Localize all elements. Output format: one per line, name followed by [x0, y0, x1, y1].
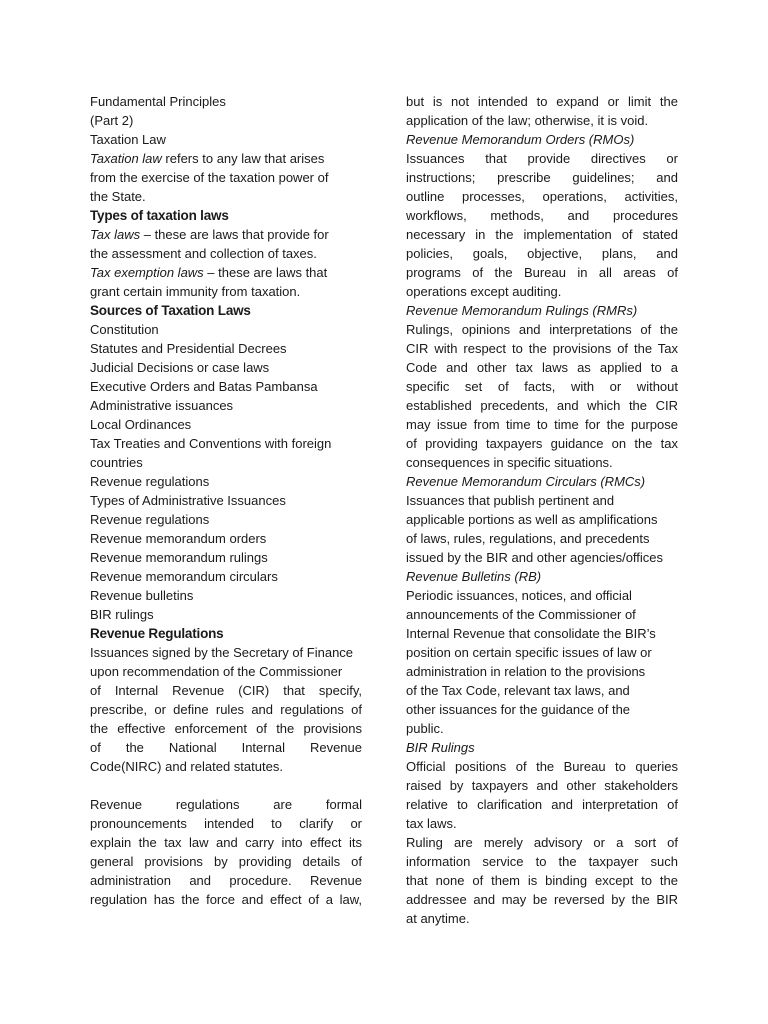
- rmo-title: Revenue Memorandum Orders (RMOs): [406, 132, 635, 147]
- paragraph-line: Periodic issuances, notices, and official: [406, 588, 632, 603]
- tax-laws-line: Tax laws – these are laws that provide for: [90, 227, 329, 242]
- list-item: Tax Treaties and Conventions with foreign: [90, 436, 332, 451]
- paragraph-line: of laws, rules, regulations, and precedents: [406, 531, 650, 546]
- paragraph-line: instructions; prescribe guidelines; and: [406, 170, 678, 185]
- taxation-law-definition-line: the State.: [90, 189, 146, 204]
- paragraph-line: upon recommendation of the Commissioner: [90, 664, 343, 679]
- rb-title: Revenue Bulletins (RB): [406, 569, 542, 584]
- paragraph-line: addressee and may be reversed by the BIR: [406, 892, 678, 907]
- paragraph-line: necessary in the implementation of stated: [406, 227, 678, 242]
- paragraph-line: workflows, methods, and procedures: [406, 208, 678, 223]
- paragraph-line: administration and procedure. Revenue: [90, 873, 362, 888]
- tax-exemption-term: Tax exemption laws: [90, 265, 204, 280]
- list-item: Constitution: [90, 322, 159, 337]
- document-title: Fundamental Principles: [90, 94, 226, 109]
- paragraph-line: pronouncements intended to clarify or: [90, 816, 362, 831]
- rmr-title: Revenue Memorandum Rulings (RMRs): [406, 303, 638, 318]
- left-column: [90, 92, 362, 909]
- taxation-law-title: Taxation Law: [90, 132, 166, 147]
- paragraph-line: policies, goals, objective, plans, and: [406, 246, 678, 261]
- paragraph-line: administration in relation to the provisions: [406, 664, 646, 679]
- list-item: Executive Orders and Batas Pambansa: [90, 379, 318, 394]
- right-column: [406, 92, 678, 928]
- paragraph-line: established precedents, and which the CIR: [406, 398, 678, 413]
- paragraph-spacer: [90, 776, 362, 795]
- tax-exemption-line: grant certain immunity from taxation.: [90, 284, 301, 299]
- paragraph-line: consequences in specific situations.: [406, 455, 613, 470]
- paragraph-line: explain the tax law and carry into effect its: [90, 835, 362, 850]
- paragraph-line: information service to the taxpayer such: [406, 854, 678, 869]
- taxation-law-definition-line: from the exercise of the taxation power of: [90, 170, 329, 185]
- paragraph-line: of the National Internal Revenue: [90, 740, 362, 755]
- paragraph-line: Revenue regulations are formal: [90, 797, 362, 812]
- list-item: Administrative issuances: [90, 398, 234, 413]
- paragraph-line: Rulings, opinions and interpretations of the: [406, 322, 678, 337]
- paragraph-line: specific set of facts, with or without: [406, 379, 678, 394]
- taxation-law-term: Taxation law: [90, 151, 162, 166]
- paragraph-line: may issue from time to time for the purpose: [406, 417, 678, 432]
- paragraph-line: position on certain specific issues of law or: [406, 645, 652, 660]
- document-subtitle: (Part 2): [90, 113, 134, 128]
- admin-issuances-title: Types of Administrative Issuances: [90, 493, 286, 508]
- tax-laws-line: the assessment and collection of taxes.: [90, 246, 317, 261]
- list-item: BIR rulings: [90, 607, 154, 622]
- paragraph-line: issued by the BIR and other agencies/offices: [406, 550, 664, 565]
- paragraph-line: applicable portions as well as amplifications: [406, 512, 658, 527]
- paragraph-line: Issuances that publish pertinent and: [406, 493, 615, 508]
- list-item: Statutes and Presidential Decrees: [90, 341, 287, 356]
- list-item: Revenue memorandum orders: [90, 531, 267, 546]
- list-item: Revenue regulations: [90, 474, 210, 489]
- tax-exemption-line: Tax exemption laws – these are laws that: [90, 265, 328, 280]
- paragraph-line: Ruling are merely advisory or a sort of: [406, 835, 678, 850]
- paragraph-line: Internal Revenue that consolidate the BIR’s: [406, 626, 656, 641]
- paragraph-line: CIR with respect to the provisions of the Tax: [406, 341, 678, 356]
- paragraph-line: raised by taxpayers and other stakeholders: [406, 778, 678, 793]
- paragraph-line: at anytime.: [406, 911, 470, 926]
- paragraph-line: public.: [406, 721, 444, 736]
- paragraph-line: but is not intended to expand or limit the: [406, 94, 678, 109]
- list-item: Local Ordinances: [90, 417, 192, 432]
- section-heading: Revenue Regulations: [90, 626, 224, 641]
- paragraph-line: operations except auditing.: [406, 284, 562, 299]
- list-item: countries: [90, 455, 143, 470]
- list-item: Revenue memorandum circulars: [90, 569, 278, 584]
- paragraph-line: of the Tax Code, relevant tax laws, and: [406, 683, 630, 698]
- list-item: Revenue bulletins: [90, 588, 194, 603]
- paragraph-line: Issuances that provide directives or: [406, 151, 678, 166]
- paragraph-line: that none of them is binding except to the: [406, 873, 678, 888]
- paragraph-line: regulation has the force and effect of a law,: [90, 892, 362, 907]
- paragraph-line: prescribe, or define rules and regulations of: [90, 702, 362, 717]
- bir-rulings-title: BIR Rulings: [406, 740, 475, 755]
- paragraph-line: Code(NIRC) and related statutes.: [90, 759, 283, 774]
- paragraph-line: the effective enforcement of the provisions: [90, 721, 362, 736]
- paragraph-line: programs of the Bureau in all areas of: [406, 265, 678, 280]
- paragraph-line: relative to clarification and interpretation of: [406, 797, 678, 812]
- paragraph-line: general provisions by providing details of: [90, 854, 362, 869]
- paragraph-line: of Internal Revenue (CIR) that specify,: [90, 683, 362, 698]
- section-heading: Sources of Taxation Laws: [90, 303, 251, 318]
- paragraph-line: Code and other tax laws as applied to a: [406, 360, 678, 375]
- list-item: Judicial Decisions or case laws: [90, 360, 270, 375]
- document-page: [90, 92, 678, 932]
- paragraph-line: announcements of the Commissioner of: [406, 607, 636, 622]
- paragraph-line: Issuances signed by the Secretary of Finance: [90, 645, 354, 660]
- paragraph-line: application of the law; otherwise, it is void.: [406, 113, 649, 128]
- list-item: Revenue memorandum rulings: [90, 550, 268, 565]
- paragraph-line: tax laws.: [406, 816, 457, 831]
- tax-laws-term: Tax laws: [90, 227, 141, 242]
- taxation-law-definition-line: Taxation law refers to any law that arises: [90, 151, 325, 166]
- paragraph-line: other issuances for the guidance of the: [406, 702, 631, 717]
- paragraph-line: of providing taxpayers guidance on the tax: [406, 436, 678, 451]
- rmc-title: Revenue Memorandum Circulars (RMCs): [406, 474, 646, 489]
- paragraph-line: Official positions of the Bureau to queries: [406, 759, 678, 774]
- paragraph-line: outline processes, operations, activities,: [406, 189, 678, 204]
- list-item: Revenue regulations: [90, 512, 210, 527]
- section-heading: Types of taxation laws: [90, 208, 229, 223]
